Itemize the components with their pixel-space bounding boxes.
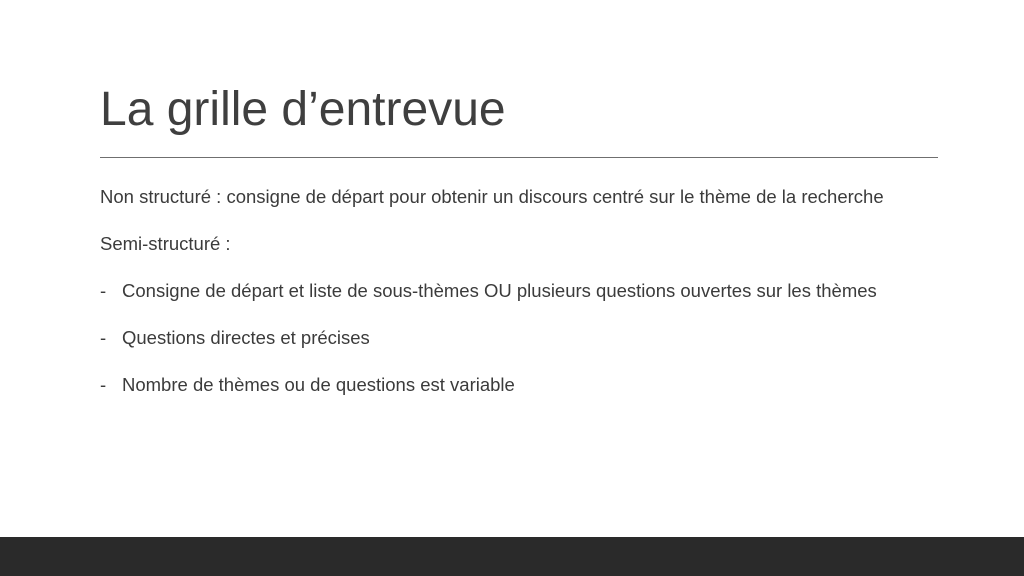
title-divider [100,157,938,158]
bullet-text: Nombre de thèmes ou de questions est variable [122,374,515,395]
paragraph-semi-structure [100,228,940,260]
footer-bar [0,537,1024,576]
bullet-text: Questions directes et précises [122,327,370,348]
bullet-item [100,369,940,401]
bullet-dash: - [100,374,107,395]
bullet-item [100,322,940,354]
paragraph-text: Non structuré : consigne de départ pour obtenir un discours centré sur le thème de la recherche [100,186,884,207]
bullet-dash: - [100,280,107,301]
bullet-dash: - [100,327,107,348]
bullet-item [100,275,940,307]
paragraph-text: Semi-structuré : [100,233,231,254]
bullet-text: Consigne de départ et liste de sous-thèmes OU plusieurs questions ouvertes sur les thèmes [122,280,877,301]
slide-title: La grille d’entrevue [100,83,506,136]
paragraph-non-structure [100,181,940,213]
slide-content [100,181,940,416]
